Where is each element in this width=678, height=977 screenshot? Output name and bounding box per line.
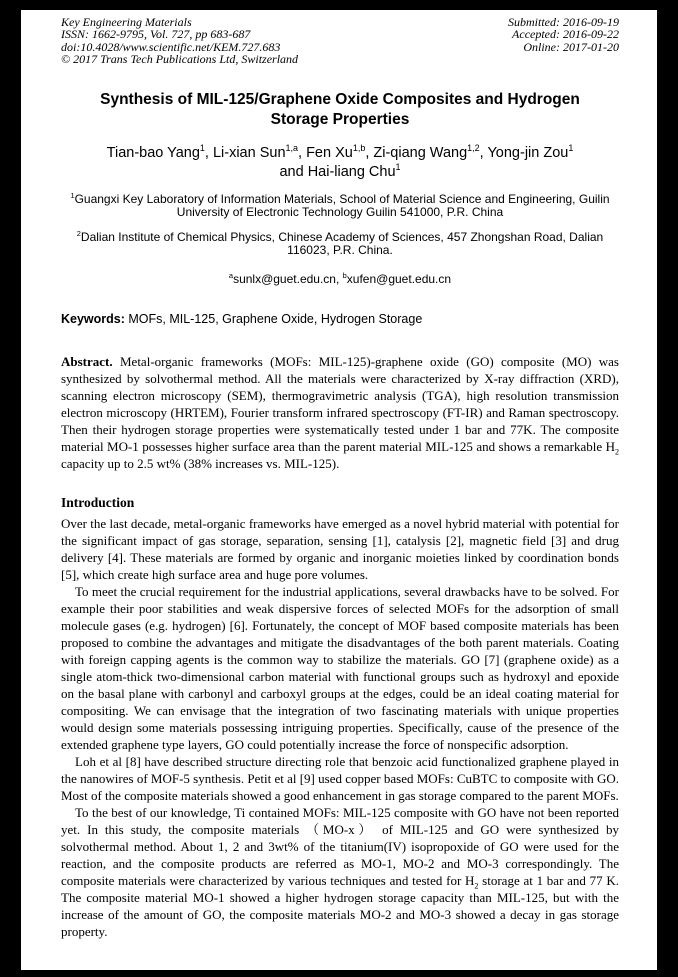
journal-header <box>61 16 619 66</box>
author-separator: , <box>204 144 213 161</box>
keywords-label: Keywords: <box>61 311 125 326</box>
author <box>106 142 205 161</box>
author-separator: and <box>279 163 308 180</box>
affiliation-marker: 1 <box>70 190 75 200</box>
affiliation-marker: 2 <box>76 228 81 238</box>
intro-paragraph-4-part-1: To the best of our knowledge, Ti contained MOFs: MIL-125 composite with GO have not been reported yet. In this study, the composite materials （MO-x） of MIL-125 and GO were synthesized by solvothermal method. About 1, 2 and 3wt% of the titanium(IV) isopropoxide of GO were used for the reaction, and the composite products are referred as MO-1, MO-2 and MO-3 correspondingly. The composite materials were characterized by various techniques and tested for H <box>61 804 619 888</box>
author-name: Yong-jin Zou <box>487 144 569 161</box>
keywords-text: MOFs, MIL-125, Graphene Oxide, Hydrogen Storage <box>124 311 423 326</box>
author <box>204 142 299 161</box>
paper-title <box>70 90 610 130</box>
submitted-date: Submitted: 2016-09-19 <box>508 15 619 29</box>
journal-doi: doi:10.4028/www.scientific.net/KEM.727.683 <box>61 39 281 54</box>
email-address-b: xufen@guet.edu.cn <box>346 271 452 286</box>
h2-subscript: 2 <box>614 447 619 457</box>
intro-paragraph-4 <box>61 804 619 940</box>
abstract-paragraph <box>61 353 619 472</box>
author-name: Hai-liang Chu <box>307 163 396 180</box>
author <box>279 161 401 180</box>
journal-copyright: © 2017 Trans Tech Publications Ltd, Switzerland <box>61 52 299 67</box>
keywords-line <box>61 312 619 326</box>
intro-paragraph-2: To meet the crucial requirement for the industrial applications, several drawbacks have to be solved. For example their poor stabilities and weak dispersive forces of selected MOFs for the adsorption of small molecule gases (e.g. hydrogen) [6]. Fortunately, the concept of MOF based composite materials has been proposed to combine the advantages and mitigate the disadvantages of the both parent materials. Coating with foreign capping agents is the common way to stabilize the materials. GO [7] (graphene oxide) as a single atom-thick two-dimensional carbon material with functional groups such as hydroxyl and epoxide on the basal plane with carbonyl and carboxyl groups at the edges, could be an ideal coating material for compositing. We can envisage that the integration of two fascinating materials with unique properties would design some materials possessing intriguing properties. Specifically, cause of the presence of the extended graphene type layers, GO could potentially increase the force of nonspecific adsorption. <box>61 583 619 752</box>
submission-dates-block <box>508 16 619 66</box>
email-marker-b: b <box>342 270 347 280</box>
author-affiliation-marker: 1 <box>395 161 401 172</box>
abstract-text-part-1: Metal-organic frameworks (MOFs: MIL-125)-graphene oxide (GO) composite (MO) was synthesized by solvothermal method. All the materials were characterized by X-ray diffraction (XRD), scanning electron microscopy (SEM), thermogravimetric analysis (TGA), high resolution transmission electron microscopy (HRTEM), Fourier transform infrared spectroscopy (FT-IR) and Raman spectroscopy. Then their hydrogen storage properties were systematically tested under 1 bar and 77K. The composite material MO-1 possesses higher surface area than the parent material MIL-125 and shows a remarkable H <box>61 353 619 454</box>
affiliation-1 <box>66 190 614 220</box>
online-date: Online: 2017-01-20 <box>523 39 619 54</box>
intro-paragraph-4-part-2: storage at 1 bar and 77 K. The composite material MO-1 showed a higher hydrogen storage capacity than MIL-125, but with the increase of the amount of GO, the composite materials MO-2 and MO-3 showed a decay in gas storage property. <box>61 872 619 939</box>
journal-info-block <box>61 16 298 66</box>
intro-paragraph-1: Over the last decade, metal-organic frameworks have emerged as a novel hybrid material with potential for the significant impact of gas storage, separation, sensing [1], catalysis [2], magnetic field [3] and drug delivery [4]. These materials are formed by organic and inorganic moieties linked by coordination bonds [5], which create high surface area and huge pore volumes. <box>61 515 619 582</box>
abstract-label: Abstract. <box>61 353 113 369</box>
journal-issn-volume: ISSN: 1662-9795, Vol. 727, pp 683-687 <box>61 27 251 42</box>
accepted-date: Accepted: 2016-09-22 <box>512 27 619 42</box>
author <box>298 142 366 161</box>
author-affiliation-marker: 1 <box>568 142 574 153</box>
author-affiliation-marker: 1,2 <box>467 142 480 153</box>
paper-page <box>21 10 657 970</box>
author-affiliation-marker: 1 <box>199 142 205 153</box>
email-marker-a: a <box>228 270 234 280</box>
author <box>365 142 480 161</box>
author-affiliation-marker: 1,a <box>285 142 299 153</box>
author-emails <box>61 272 619 286</box>
author-name: Zi-qiang Wang <box>373 144 468 161</box>
affiliation-2 <box>66 228 614 258</box>
author-name: Fen Xu <box>306 144 353 161</box>
affiliation-text: Guangxi Key Laboratory of Information Materials, School of Material Science and Engineering, Guilin University of Electronic Technology Guilin 541000, P.R. China <box>74 191 610 220</box>
author-separator: , <box>479 144 488 161</box>
author-separator: , <box>298 144 307 161</box>
journal-name: Key Engineering Materials <box>61 15 192 29</box>
affiliation-text: Dalian Institute of Chemical Physics, Chinese Academy of Sciences, 457 Zhongshan Road, Dalian 116023, P.R. China. <box>80 229 604 258</box>
intro-paragraph-3: Loh et al [8] have described structure directing role that benzoic acid functionalized graphene played in the nanowires of MOF-5 synthesis. Petit et al [9] used copper based MOFs: CuBTC to composite with GO. Most of the composite materials showed a good enhancement in gas storage compared to the parent MOFs. <box>61 753 619 803</box>
email-address-a: sunlx@guet.edu.cn, <box>233 271 343 286</box>
author-list <box>61 144 619 182</box>
paper-title-line-2: Storage Properties <box>270 110 410 128</box>
author-name: Tian-bao Yang <box>106 144 200 161</box>
paper-title-line-1: Synthesis of MIL-125/Graphene Oxide Composites and Hydrogen <box>100 90 580 108</box>
author-affiliation-marker: 1,b <box>352 142 366 153</box>
author <box>479 142 574 161</box>
introduction-heading: Introduction <box>61 494 135 510</box>
abstract-text-part-2: capacity up to 2.5 wt% (38% increases vs. MIL-125). <box>61 455 340 471</box>
author-separator: , <box>365 144 374 161</box>
h2-subscript: 2 <box>474 881 479 891</box>
author-name: Li-xian Sun <box>212 144 286 161</box>
